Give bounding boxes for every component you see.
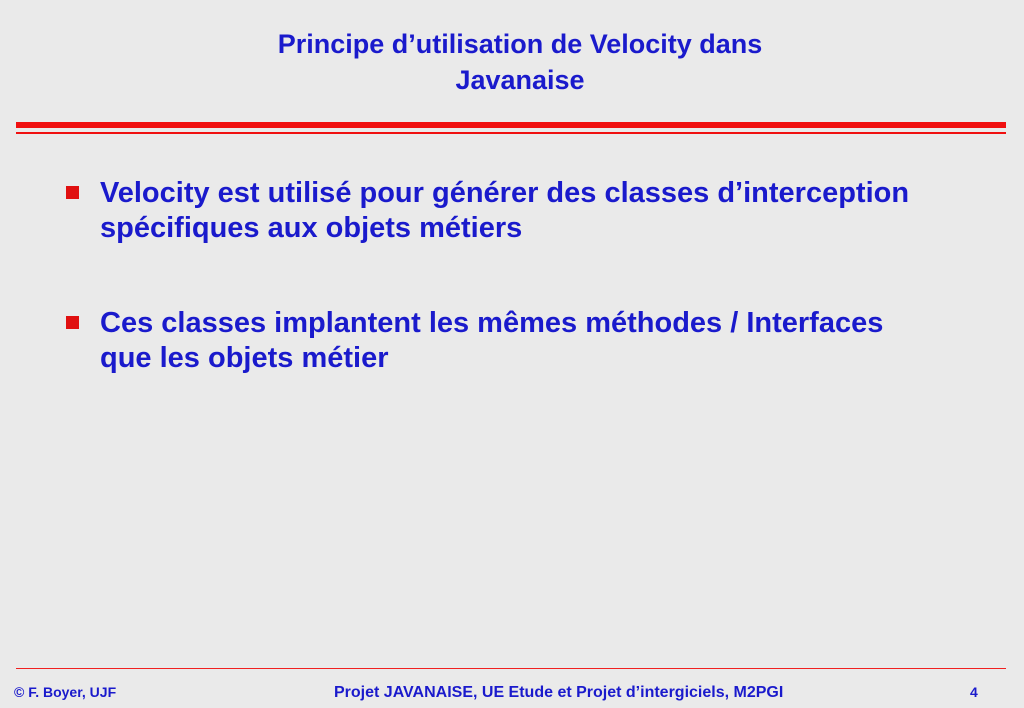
square-bullet-icon [66, 316, 79, 329]
bullet-item-1-line-1: Velocity est utilisé pour générer des classes d’interception [100, 177, 910, 209]
bullet-item-1-line-2: spécifiques aux objets métiers [100, 212, 523, 244]
bullet-item-1 [64, 176, 1004, 246]
square-bullet-icon [66, 186, 79, 199]
slide-title-line-1: Principe d’utilisation de Velocity dans [277, 29, 763, 59]
bullet-list [64, 176, 1004, 436]
footer-project: Projet JAVANAISE, UE Etude et Projet d’intergiciels, M2PGI [334, 684, 784, 701]
title-divider-thin [16, 132, 1006, 134]
title-divider-thick [16, 122, 1006, 128]
page-number: 4 [970, 684, 978, 700]
footer-divider [16, 668, 1006, 669]
bullet-item-2-line-2: que les objets métier [100, 342, 389, 374]
bullet-item-2 [64, 306, 1004, 376]
footer-author: © F. Boyer, UJF [14, 684, 117, 700]
bullet-item-2-line-1: Ces classes implantent les mêmes méthodes / Interfaces [100, 307, 884, 339]
slide-title-line-2: Javanaise [455, 65, 585, 95]
slide-title [0, 26, 1024, 98]
